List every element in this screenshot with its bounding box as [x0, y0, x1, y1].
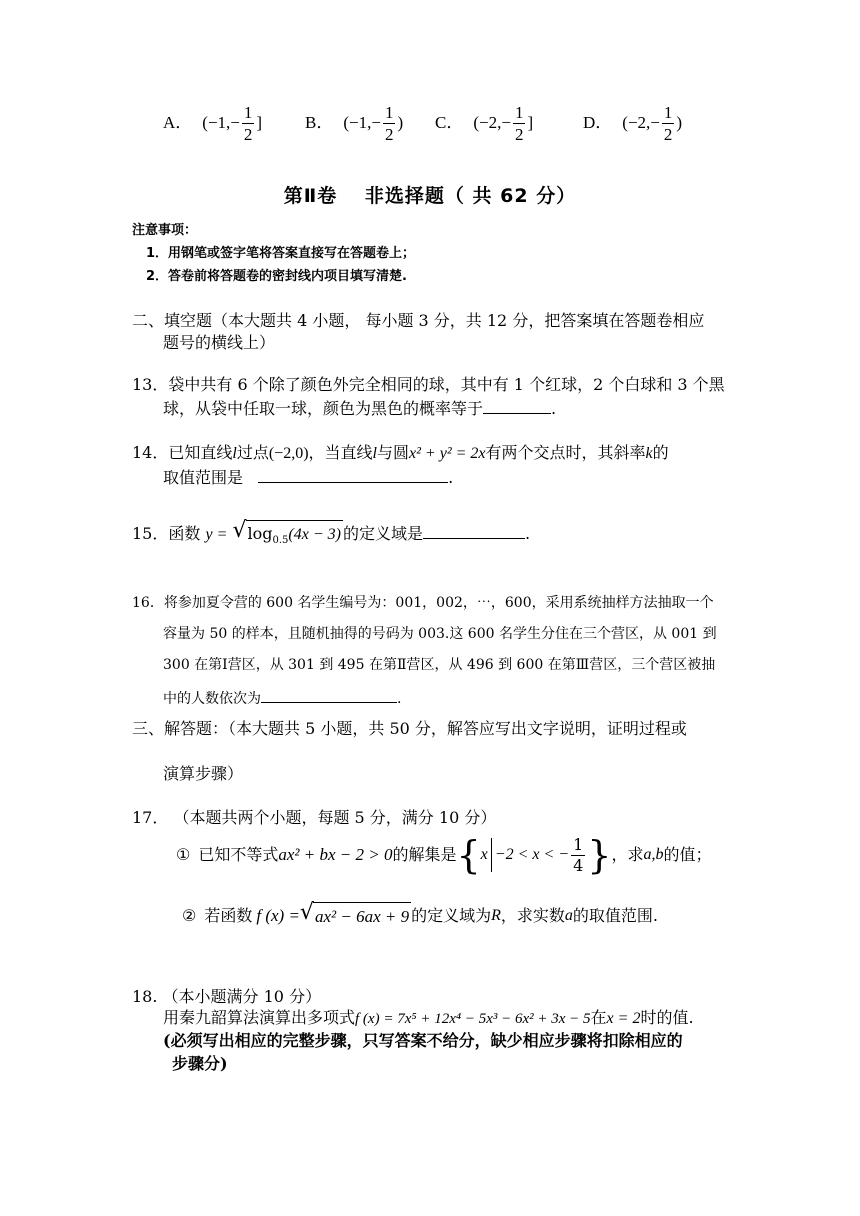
- part3-line-2: 演算步骤）: [163, 764, 244, 783]
- q14-text-5: 有两个交点时，其斜率: [485, 443, 646, 462]
- q14-point: (−2,0): [268, 445, 309, 462]
- q18-note-line-1: (必须写出相应的完整步骤，只写答案不给分，缺少相应步骤将扣除相应的: [163, 1031, 683, 1050]
- q14-line-2: [163, 466, 453, 491]
- q15-answer-blank: [423, 522, 525, 539]
- q17-function-f: f (x) =: [256, 906, 300, 925]
- q13-line-1: 13．袋中共有 6 个除了颜色外完全相同的球，其中有 1 个红球，2 个白球和 3 个黑: [132, 375, 725, 394]
- q15-end: .: [524, 523, 531, 543]
- q17-a: a: [564, 906, 573, 924]
- option-b-letter: B．: [305, 113, 334, 133]
- q17-sub-2-text-1: 若函数: [204, 905, 253, 925]
- q13-line-2: [163, 397, 556, 422]
- q18-note-line-2: 步骤分): [172, 1054, 228, 1073]
- q15-sqrt: √ $\log_{0.5}(4x - 3)$: [232, 520, 343, 549]
- q17-sub-1-text-4: 的值；: [663, 844, 712, 864]
- q15-line: [132, 520, 530, 549]
- option-d-pre: (−2,−: [622, 113, 660, 133]
- q17-sub-1-text-3: ，求: [611, 844, 644, 864]
- option-d-post: ): [676, 113, 683, 133]
- option-c-pre: (−2,−: [473, 113, 511, 133]
- q13-text: 球，从袋中任取一球，颜色为黑色的概率等于: [163, 399, 484, 418]
- q17-inequality: ax² + bx − 2 > 0: [278, 844, 393, 864]
- option-a-post: ]: [256, 113, 263, 133]
- q14-text-2: 过点: [236, 443, 269, 462]
- q15-y: y =: [205, 525, 228, 543]
- q17-sub-1: [176, 833, 712, 877]
- q16-line-2: 容量为 50 的样本，且随机抽得的号码为 003.这 600 名学生分住在三个营区，从 001 到: [163, 626, 717, 642]
- q14-text-1: 14．已知直线: [132, 443, 233, 462]
- q14-answer-blank: [258, 466, 448, 483]
- q17-R: R: [491, 906, 501, 924]
- q17-ab: a,b: [643, 845, 664, 863]
- option-a: [163, 104, 262, 143]
- q16-answer-blank: [261, 686, 397, 703]
- q18-text-3: 时的值.: [640, 1008, 694, 1027]
- notes-item-1: 1．用钢笔或签字笔将答案直接写在答题卷上；: [146, 246, 416, 261]
- option-d-letter: D．: [583, 113, 613, 133]
- q17-set-x: x: [480, 845, 488, 863]
- q14-line-l: l: [232, 445, 237, 462]
- option-a-letter: A．: [163, 113, 193, 133]
- option-a-pre: (−1,−: [202, 113, 240, 133]
- notes-item-2: 2．答卷前将答题卷的密封线内项目填写清楚.: [146, 269, 407, 284]
- q14-line-l-2: l: [372, 445, 377, 462]
- q16-line-4: [163, 686, 401, 711]
- q17-sub-2-text-2: 的定义域为: [411, 905, 492, 925]
- q17-sub-1-mark: ①: [176, 844, 191, 864]
- q14-text-4: 与圆: [377, 443, 410, 462]
- notes-heading: 注意事项：: [132, 223, 198, 238]
- q15-text-1: 15．函数: [132, 523, 201, 543]
- q15-log-base: 0.5: [272, 535, 289, 547]
- q17-sub-1-text-1: 已知不等式: [198, 844, 279, 864]
- q17-sub-2-mark: ②: [182, 905, 197, 925]
- q14-line-1: [132, 441, 669, 467]
- q17-set-condition: −2 < x < −: [494, 845, 570, 863]
- q18-x-value: x = 2: [606, 1010, 641, 1027]
- option-d-fraction: $\frac{1}{2}$: [663, 103, 673, 144]
- option-b-fraction: $\frac{1}{2}$: [384, 103, 394, 144]
- option-b-post: ): [397, 113, 404, 133]
- q18-line-1: [163, 1006, 694, 1032]
- q18-text-2: 在: [590, 1008, 607, 1027]
- part3-line-1: 三、解答题：（本大题共 5 小题，共 50 分，解答应写出文字说明，证明过程或: [132, 719, 687, 738]
- q17-sub-2: [182, 902, 658, 930]
- part2-line-2: 题号的横线上）: [163, 333, 276, 352]
- q18-polynomial: f (x) = 7x⁵ + 12x⁴ − 5x³ − 6x² + 3x − 5: [355, 1011, 591, 1027]
- q14-range-text: 取值范围是: [163, 468, 244, 487]
- q14-slope-k: k: [645, 445, 653, 462]
- part2-line-1: 二、填空题（本大题共 4 小题， 每小题 3 分，共 12 分，把答案填在答题卷相应: [132, 311, 705, 330]
- q15-log: log: [247, 524, 273, 543]
- q16-end: .: [397, 691, 402, 707]
- q16-line-1: 16．将参加夏令营的 600 名学生编号为：001，002，⋯，600，采用系统抽样方法抽取一个: [132, 595, 714, 611]
- q14-circle-equation: x² + y² = 2x: [409, 445, 486, 462]
- q17-heading: 17． （本题共两个小题，每题 5 分，满分 10 分）: [132, 808, 497, 827]
- q13-answer-blank: [483, 397, 551, 414]
- q17-right-brace: }: [587, 833, 612, 877]
- option-b: [305, 104, 403, 143]
- q16-line-3: 300 在第Ⅰ营区，从 301 到 495 在第Ⅱ营区，从 496 到 600 在第Ⅲ营区，三个营区被抽: [163, 657, 716, 673]
- option-c-letter: C．: [435, 113, 464, 133]
- option-b-pre: (−1,−: [343, 113, 381, 133]
- q18-text-1: 用秦九韶算法演算出多项式: [163, 1008, 356, 1027]
- section-title: 第Ⅱ卷 非选择题（ 共 62 分）: [283, 185, 577, 207]
- q17-left-brace: {: [456, 833, 481, 877]
- q13-end: .: [551, 399, 557, 418]
- q14-text-6: 的: [652, 443, 669, 462]
- option-a-fraction: $\frac{1}{2}$: [243, 103, 253, 144]
- q17-set-bar: [491, 838, 492, 872]
- q17-fraction: $\frac{1}{4}$: [573, 834, 584, 875]
- option-c-post: ]: [527, 113, 534, 133]
- q14-text-3: ，当直线: [308, 443, 373, 462]
- q15-text-2: 的定义域是: [342, 523, 423, 543]
- q17-sub-2-text-3: ，求实数: [500, 905, 565, 925]
- q17-sqrt: √ ax² − 6ax + 9: [300, 902, 411, 930]
- option-d: [583, 104, 682, 143]
- q18-heading: 18. （本小题满分 10 分）: [132, 987, 322, 1006]
- q17-sub-1-text-2: 的解集是: [392, 844, 457, 864]
- q17-sub-2-text-4: 的取值范围.: [572, 905, 658, 925]
- option-c: [435, 104, 533, 143]
- q14-end: .: [448, 468, 454, 487]
- option-c-fraction: $\frac{1}{2}$: [514, 103, 524, 144]
- q15-log-arg: (4x − 3): [288, 526, 341, 543]
- q16-text: 中的人数依次为: [163, 691, 261, 707]
